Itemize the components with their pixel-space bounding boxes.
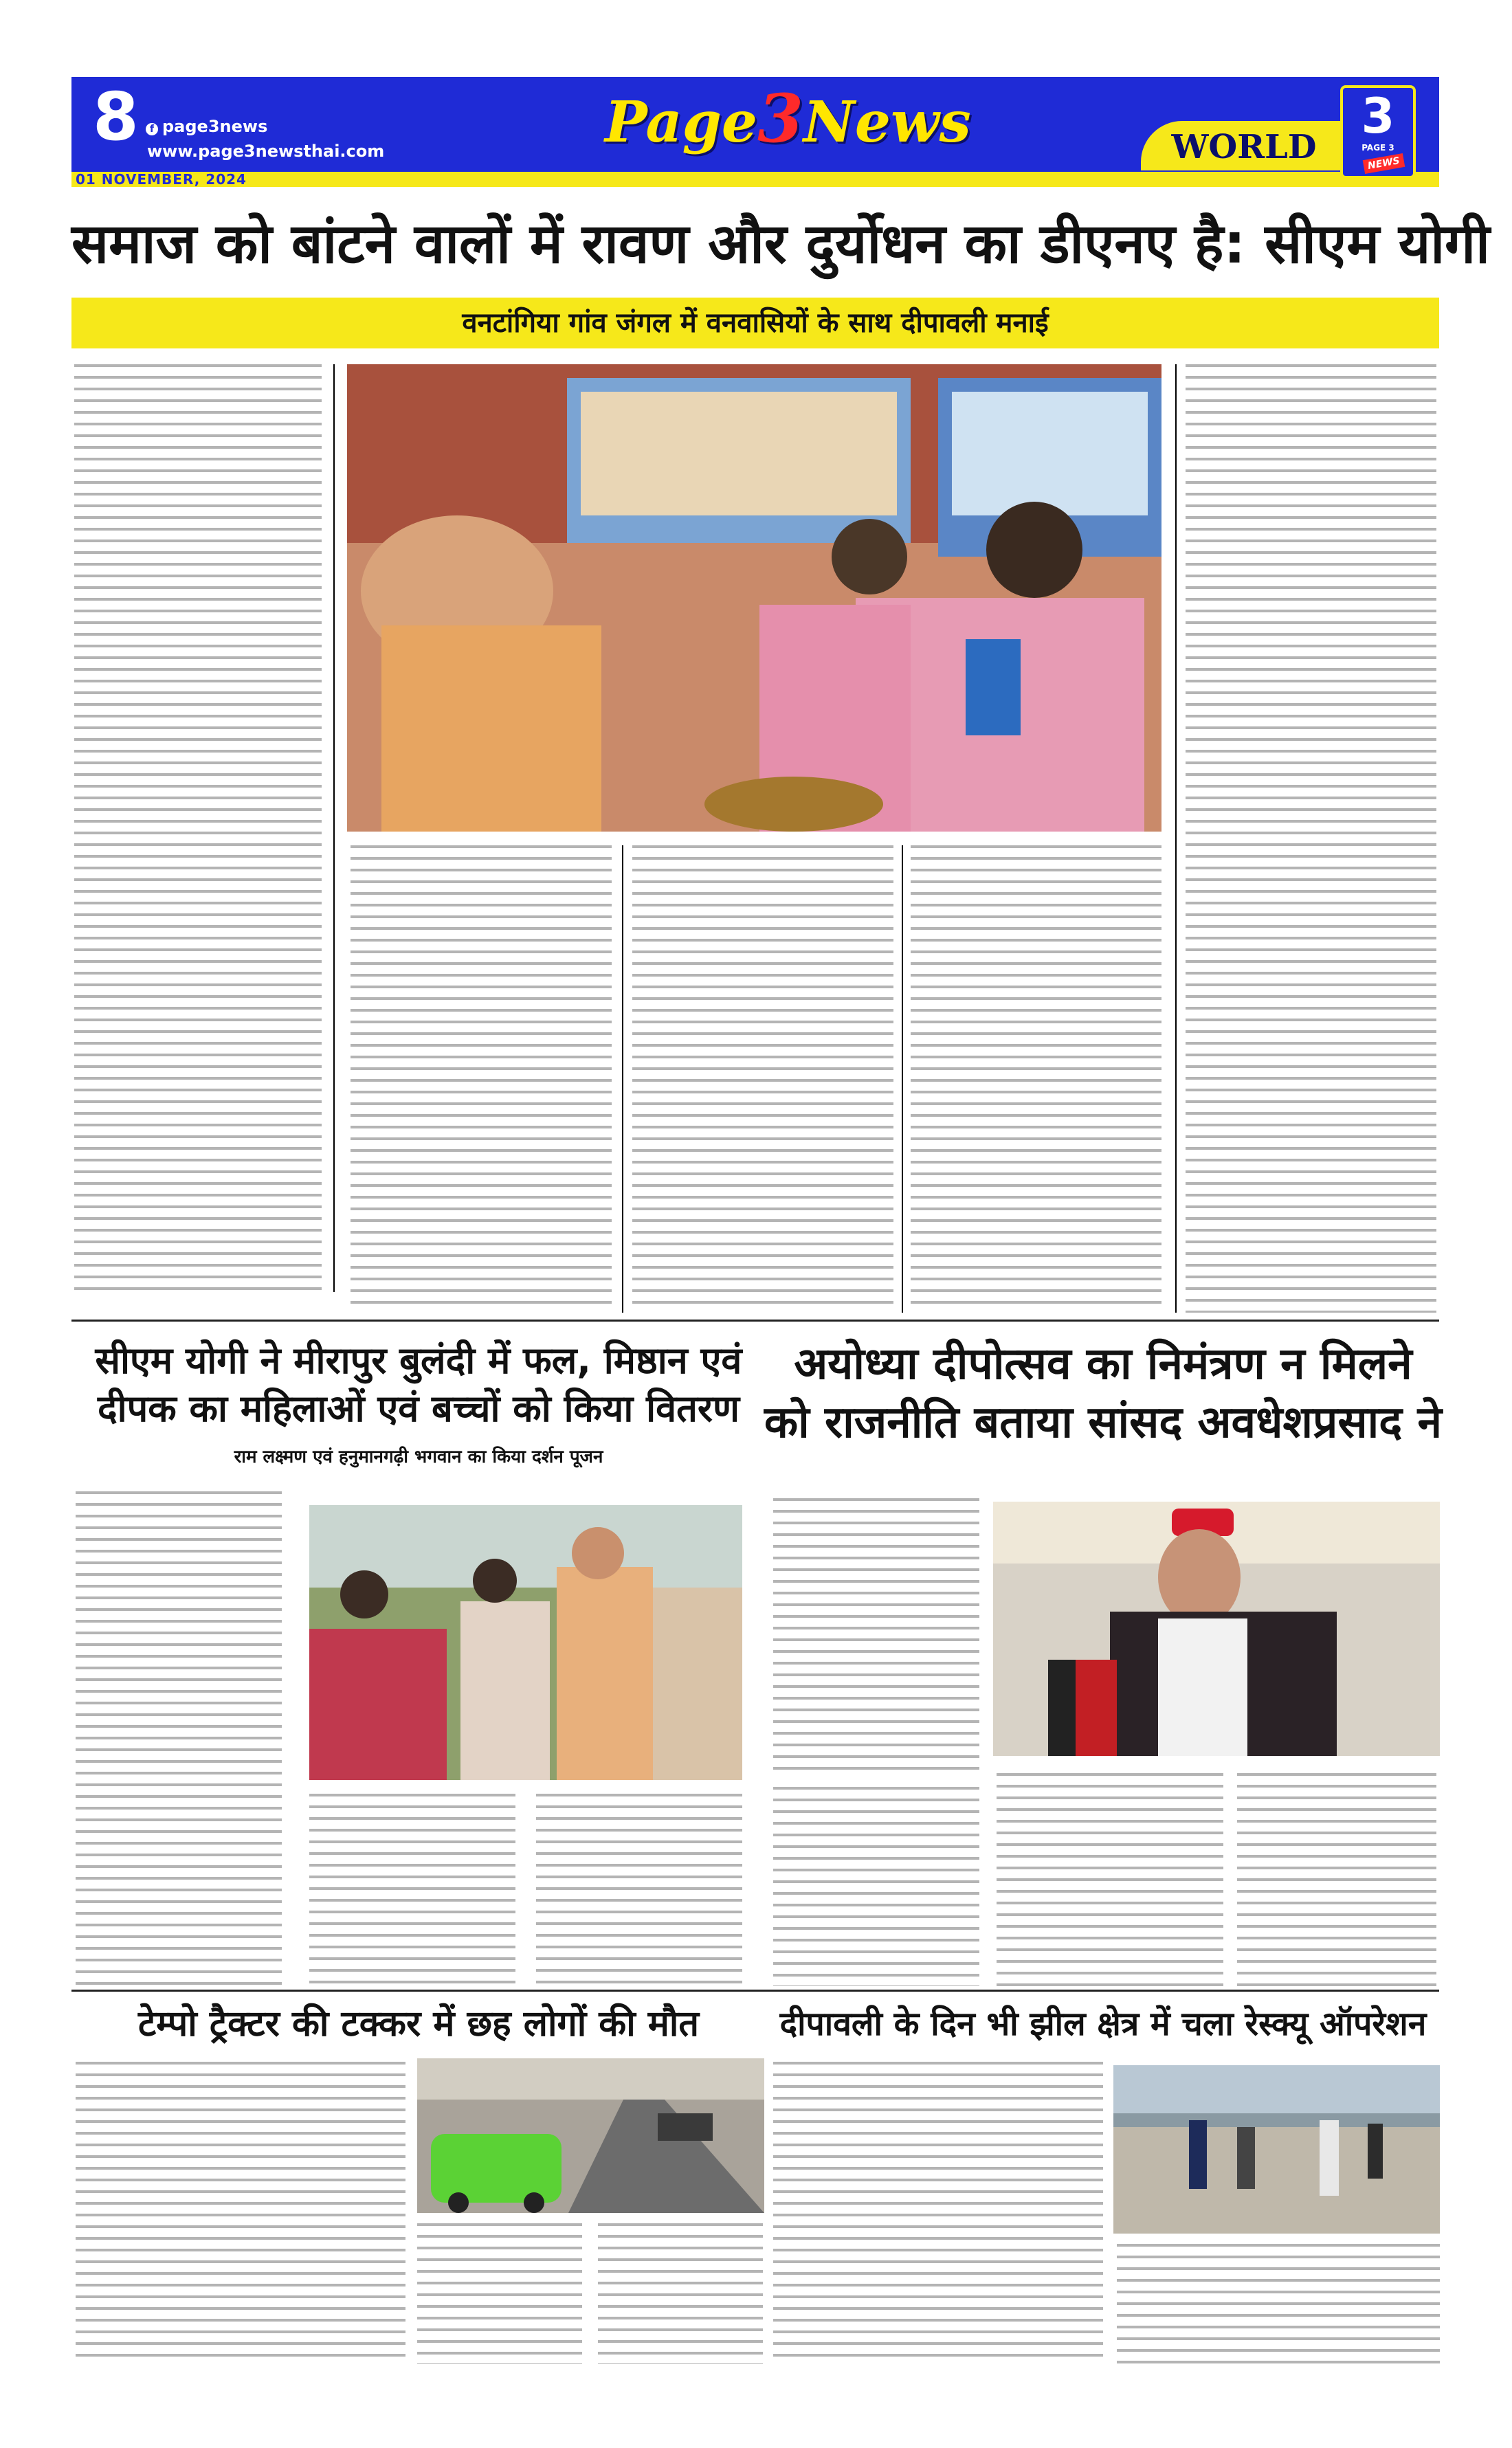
story2-column-2 xyxy=(309,1794,515,1986)
story3-photo-image xyxy=(993,1502,1440,1756)
page3-badge xyxy=(1340,85,1416,179)
story2-column-3 xyxy=(536,1794,742,1986)
logo-left: Page xyxy=(605,89,758,155)
column-rule xyxy=(902,845,903,1313)
lead-subheadline: वनटांगिया गांव जंगल में वनवासियों के साथ दीपावली मनाई xyxy=(462,307,1049,339)
website-link[interactable]: www.page3newsthai.com xyxy=(147,142,385,161)
story4-photo xyxy=(417,2058,764,2213)
column-rule xyxy=(1175,364,1177,1313)
story2-column-1 xyxy=(76,1491,282,1986)
story5-headline: दीपावली के दिन भी झील क्षेत्र में चला रेस्क्यू ऑपरेशन xyxy=(779,2005,1427,2043)
badge-number: 3 xyxy=(1361,88,1395,144)
story2-headline-line1: सीएम योगी ने मीरापुर बुलंदी में फल, मिष्ठान एवं xyxy=(95,1339,742,1382)
story3-column-1 xyxy=(773,1498,979,1773)
story4-photo-image xyxy=(417,2058,764,2213)
newspaper-logo xyxy=(605,80,971,157)
social-handle-text: page3news xyxy=(162,117,268,136)
story2-photo-image xyxy=(309,1505,742,1780)
issue-date: 01 NOVEMBER, 2024 xyxy=(76,171,247,188)
story3-column-4 xyxy=(1237,1773,1436,1986)
story2-subheadline: राम लक्ष्मण एवं हनुमानगढ़ी भगवान का किया दर्शन पूजन xyxy=(234,1447,603,1467)
section-divider xyxy=(71,1320,1439,1322)
story3-column-2 xyxy=(773,1787,979,1986)
page-number: 8 xyxy=(93,78,139,155)
lead-column-3 xyxy=(632,845,893,1313)
lead-column-2 xyxy=(351,845,612,1313)
story2-photo xyxy=(309,1505,742,1780)
badge-text: PAGE 3 xyxy=(1361,143,1394,153)
story3-photo xyxy=(993,1502,1440,1756)
story3-column-3 xyxy=(997,1773,1223,1986)
story5-column-2 xyxy=(1117,2244,1440,2364)
column-rule xyxy=(622,845,623,1313)
lead-left-column xyxy=(74,364,322,1292)
column-rule xyxy=(333,364,335,1292)
lead-column-5 xyxy=(1186,364,1436,1313)
logo-right: News xyxy=(803,89,971,155)
story4-headline: टेम्पो ट्रैक्टर की टक्कर में छह लोगों की मौत xyxy=(137,2003,700,2045)
section-divider xyxy=(71,1990,1439,1992)
lead-photo-image xyxy=(347,364,1161,832)
story3-headline-line1: अयोध्या दीपोत्सव का निमंत्रण न मिलने xyxy=(794,1339,1412,1390)
story4-column-2 xyxy=(417,2223,582,2364)
story5-column-1 xyxy=(773,2062,1103,2364)
badge-script: NEWS xyxy=(1363,153,1405,174)
logo-number: 3 xyxy=(757,80,803,157)
facebook-icon: f xyxy=(146,123,158,135)
lead-column-4 xyxy=(911,845,1161,1313)
masthead-date-strip xyxy=(71,172,1439,187)
lead-headline: समाज को बांटने वालों में रावण और दुर्योधन का डीएनए है: सीएम योगी xyxy=(71,212,1490,276)
story5-photo xyxy=(1113,2065,1440,2234)
story4-column-3 xyxy=(598,2223,763,2364)
story4-column-1 xyxy=(76,2062,405,2364)
story2-headline-line2: दीपक का महिलाओं एवं बच्चों को किया वितरण xyxy=(97,1387,740,1430)
lead-photo xyxy=(347,364,1161,832)
story3-headline-line2: को राजनीति बताया सांसद अवधेशप्रसाद ने xyxy=(764,1397,1443,1448)
story5-photo-image xyxy=(1113,2065,1440,2234)
section-tab: WORLD xyxy=(1141,121,1347,170)
social-handle[interactable] xyxy=(146,117,267,136)
